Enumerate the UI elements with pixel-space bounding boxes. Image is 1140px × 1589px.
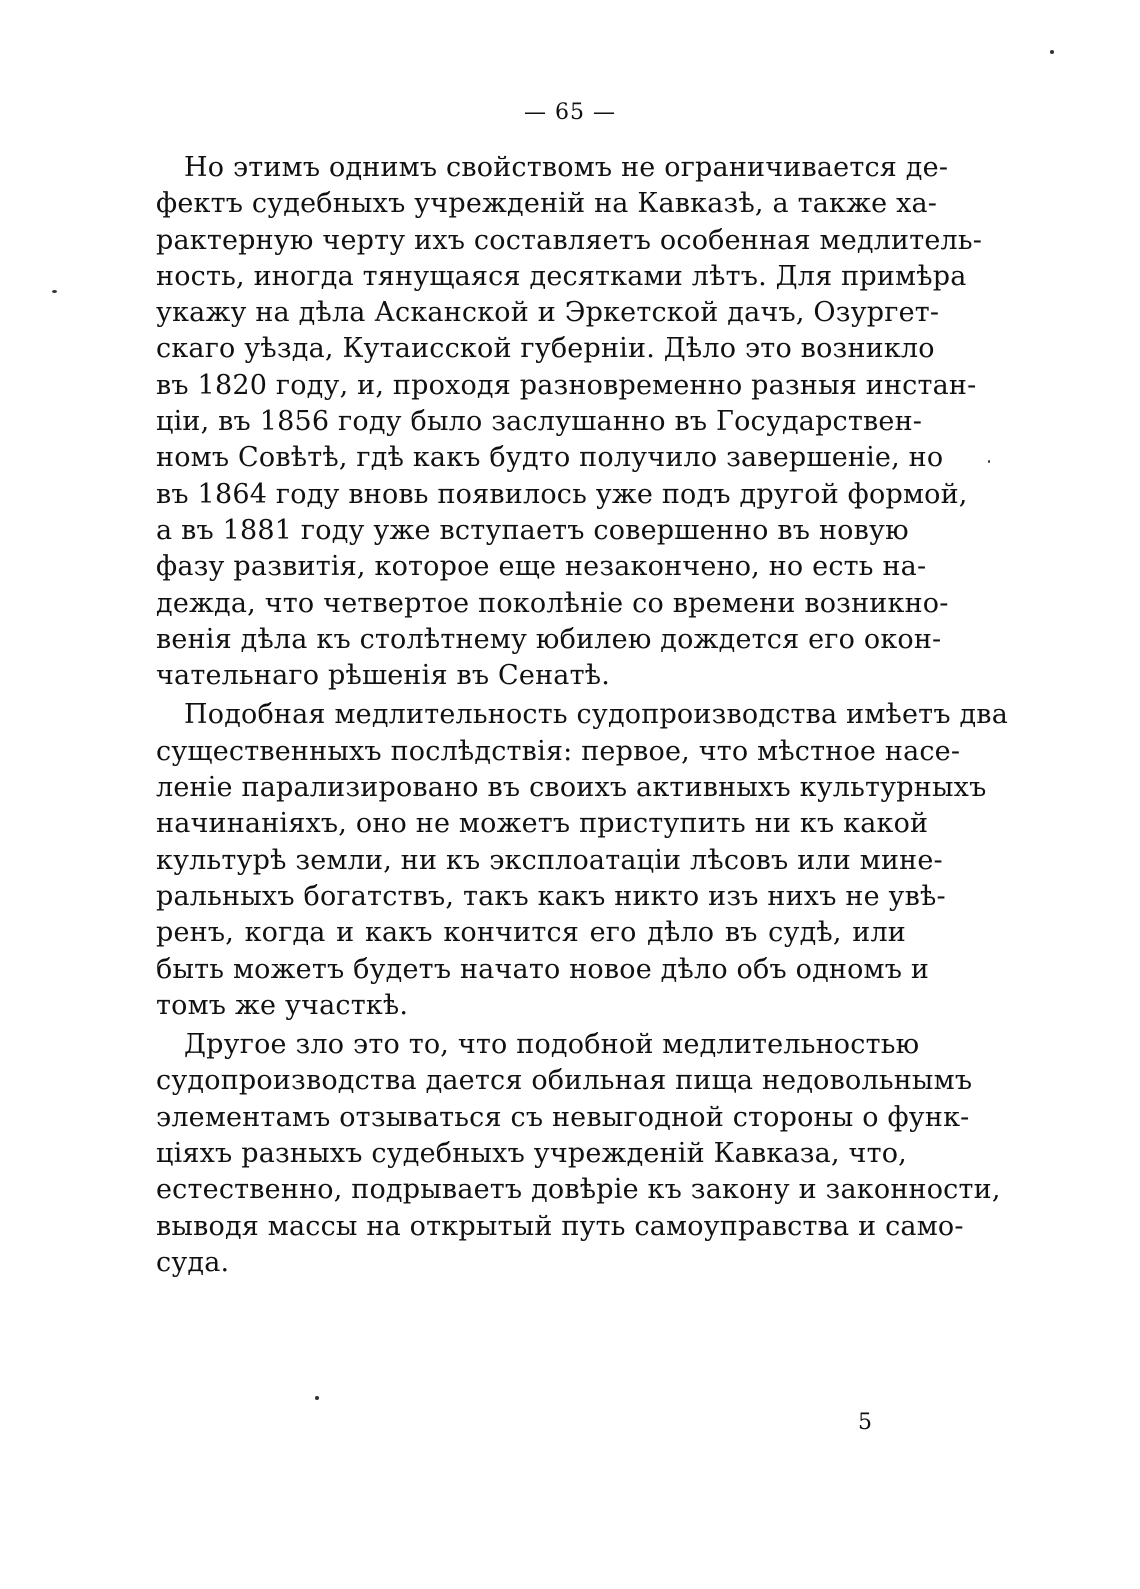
text-line: Но этимъ однимъ свойствомъ не ограничивается де- — [184, 152, 949, 183]
text-line: въ 1864 году вновь появилось уже подъ другой формой, — [156, 478, 968, 510]
text-line: Подобная медлительность судопроизводства имѣетъ два — [184, 699, 1008, 731]
scan-speck — [52, 290, 57, 293]
text-line: ренъ, когда и какъ кончится его дѣло въ судѣ, или — [156, 917, 906, 949]
text-line: ціи, въ 1856 году было заслушанно въ Государствен- — [156, 406, 923, 438]
text-line: скаго уѣзда, Кутаисской губерніи. Дѣло это возникло — [156, 333, 935, 365]
text-line: ность, иногда тянущаяся десятками лѣтъ. Для примѣра — [156, 260, 967, 292]
paragraph-1 — [156, 150, 983, 694]
body-text — [156, 150, 1008, 1281]
text-line: венія дѣла къ столѣтнему юбилею дождется его окон- — [156, 623, 942, 655]
text-line: фазу развитія, которое еще незакончено, но есть на- — [156, 551, 927, 583]
text-line: выводя массы на открытый путь самоуправства и само- — [156, 1210, 964, 1242]
text-line: чательнаго рѣшенія въ Сенатѣ. — [156, 660, 610, 692]
page-number-header: — 65 — — [524, 100, 616, 125]
text-line: леніе парализировано въ своихъ активныхъ культурныхъ — [156, 772, 987, 804]
text-line: номъ Совѣтѣ, гдѣ какъ будто получило завершеніе, но — [156, 442, 944, 474]
text-line: быть можетъ будетъ начато новое дѣло объ одномъ и — [156, 953, 930, 985]
text-line: Другое зло это то, что подобной медлительностью — [184, 1029, 920, 1061]
scan-speck — [1050, 50, 1054, 54]
text-line: ральныхъ богатствъ, такъ какъ никто изъ нихъ не увѣ- — [156, 880, 946, 912]
text-line: начинаніяхъ, оно не можетъ приступить ни къ какой — [156, 808, 929, 840]
text-line: существенныхъ послѣдствія: первое, что мѣстное насе- — [156, 735, 961, 767]
text-line: фектъ судебныхъ учрежденій на Кавказѣ, а также ха- — [156, 188, 938, 220]
text-line: томъ же участкѣ. — [156, 989, 409, 1021]
text-line: рактерную черту ихъ составляетъ особенная медлитель- — [156, 224, 983, 256]
text-line: въ 1820 году, и, проходя разновременно разныя инстан- — [156, 369, 977, 401]
text-line: естественно, подрываетъ довѣріе къ закону и законности, — [156, 1174, 1001, 1206]
paragraph-3 — [156, 1027, 1001, 1281]
text-line: культурѣ земли, ни къ эксплоатаціи лѣсовъ или мине- — [156, 844, 943, 876]
scan-speck — [315, 1396, 319, 1400]
text-line: дежда, что четвертое поколѣніе со времени возникно- — [156, 587, 949, 619]
text-line: а въ 1881 году уже вступаетъ совершенно въ новую — [156, 514, 909, 546]
text-line: судопроизводства дается обильная пища недовольнымъ — [156, 1065, 973, 1097]
text-line: элементамъ отзываться съ невыгодной стороны о функ- — [156, 1101, 970, 1133]
paragraph-2 — [156, 697, 1008, 1024]
text-line: укажу на дѣла Асканской и Эркетской дачъ, Озургет- — [156, 297, 940, 329]
text-line: суда. — [156, 1246, 230, 1278]
text-line: ціяхъ разныхъ судебныхъ учрежденій Кавказа, что, — [156, 1138, 907, 1170]
signature-mark: 5 — [858, 1410, 872, 1435]
scan-speck — [988, 460, 990, 463]
